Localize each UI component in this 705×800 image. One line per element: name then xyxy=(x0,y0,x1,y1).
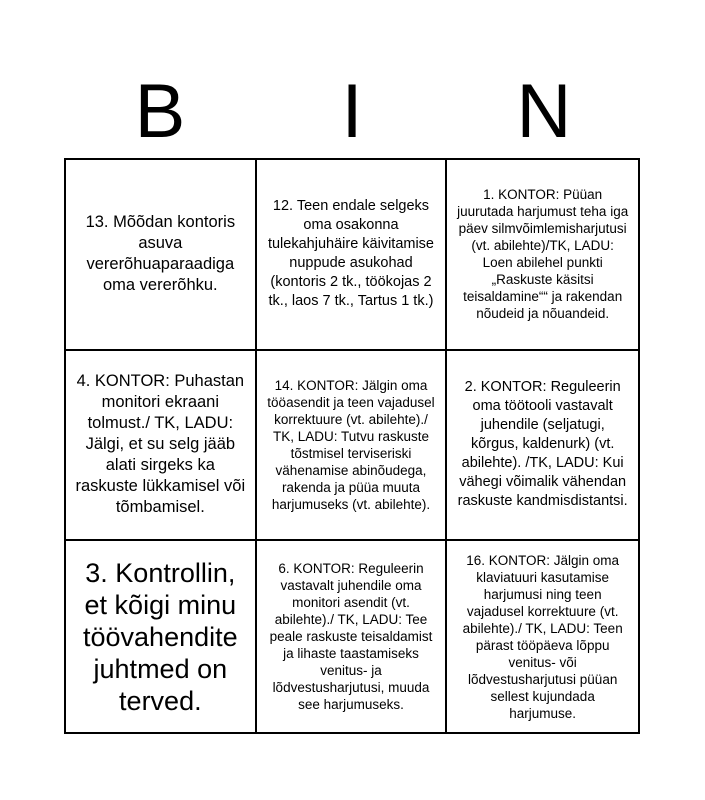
bingo-header xyxy=(64,69,640,154)
bingo-cell-r3c3 xyxy=(447,541,638,732)
bingo-cell-r1c3 xyxy=(447,160,638,351)
bingo-grid xyxy=(64,158,640,734)
cell-text: 1. KONTOR: Püüan juurutada harjumust teha iga päev silmvõimlemisharjutusi (vt. abilehte)/TK, LADU: Loen abilehel punkti „Raskuste käsitsi teisaldamine““ ja rakendan nõudeid ja nõuandeid. xyxy=(457,187,629,322)
cell-text: 2. KONTOR: Reguleerin oma töötooli vastavalt juhendile (seljatugi, kõrgus, kaldenurk) (vt. abilehte). /TK, LADU: Kui vähegi võimalik vähendan raskuste kandmisdistantsi. xyxy=(457,379,628,510)
cell-text: 6. KONTOR: Reguleerin vastavalt juhendile oma monitori asendit (vt. abilehte)./ TK, LADU: Tee peale raskuste teisaldamist ja lihaste taastamiseks venitus- ja lõdvestusharjutusi, muuda see harjumuseks. xyxy=(269,561,433,713)
header-letter-b: B xyxy=(134,69,186,154)
cell-text: 4. KONTOR: Puhastan monitori ekraani tolmust./ TK, LADU: Jälgi, et su selg jääb alati sirgeks ka raskuste lükkamisel või tõmbamisel. xyxy=(75,372,246,517)
bingo-cell-r3c1 xyxy=(66,541,257,732)
cell-text: 12. Teen endale selgeks oma osakonna tulekahjuhäire käivitamise nuppude asukohad (kontoris 2 tk., töökojas 2 tk., laos 7 tk., Tartus 1 tk.) xyxy=(267,198,434,310)
bingo-cell-r1c1 xyxy=(66,160,257,351)
cell-text: 13. Mõõdan kontoris asuva vererõhuaparaadiga oma vererõhku. xyxy=(85,213,236,295)
bingo-cell-r2c3 xyxy=(447,351,638,542)
header-letter-i: I xyxy=(341,69,363,154)
bingo-cell-r2c1 xyxy=(66,351,257,542)
bingo-cell-r2c2 xyxy=(257,351,448,542)
bingo-cell-r3c2 xyxy=(257,541,448,732)
bingo-cell-r1c2 xyxy=(257,160,448,351)
cell-text: 14. KONTOR: Jälgin oma tööasendit ja teen vajadusel korrektuure (vt. abilehte)./ TK, LADU: Tutvu raskuste tõstmisel terviseriski vähenamise abinõudega, rakenda ja püüa muuta harjumuseks (vt. abilehte). xyxy=(267,377,435,512)
cell-text: 3. Kontrollin, et kõigi minu töövahendite juhtmed on terved. xyxy=(83,557,238,716)
cell-text: 16. KONTOR: Jälgin oma klaviatuuri kasutamise harjumusi ning teen vajadusel korrektuure (vt. abilehte)./ TK, LADU: Teen pärast tööpäeva lõppu venitus- või lõdvestusharjutusi püüan sellest kujundada harjumuse. xyxy=(462,552,623,721)
header-letter-n: N xyxy=(516,69,572,154)
